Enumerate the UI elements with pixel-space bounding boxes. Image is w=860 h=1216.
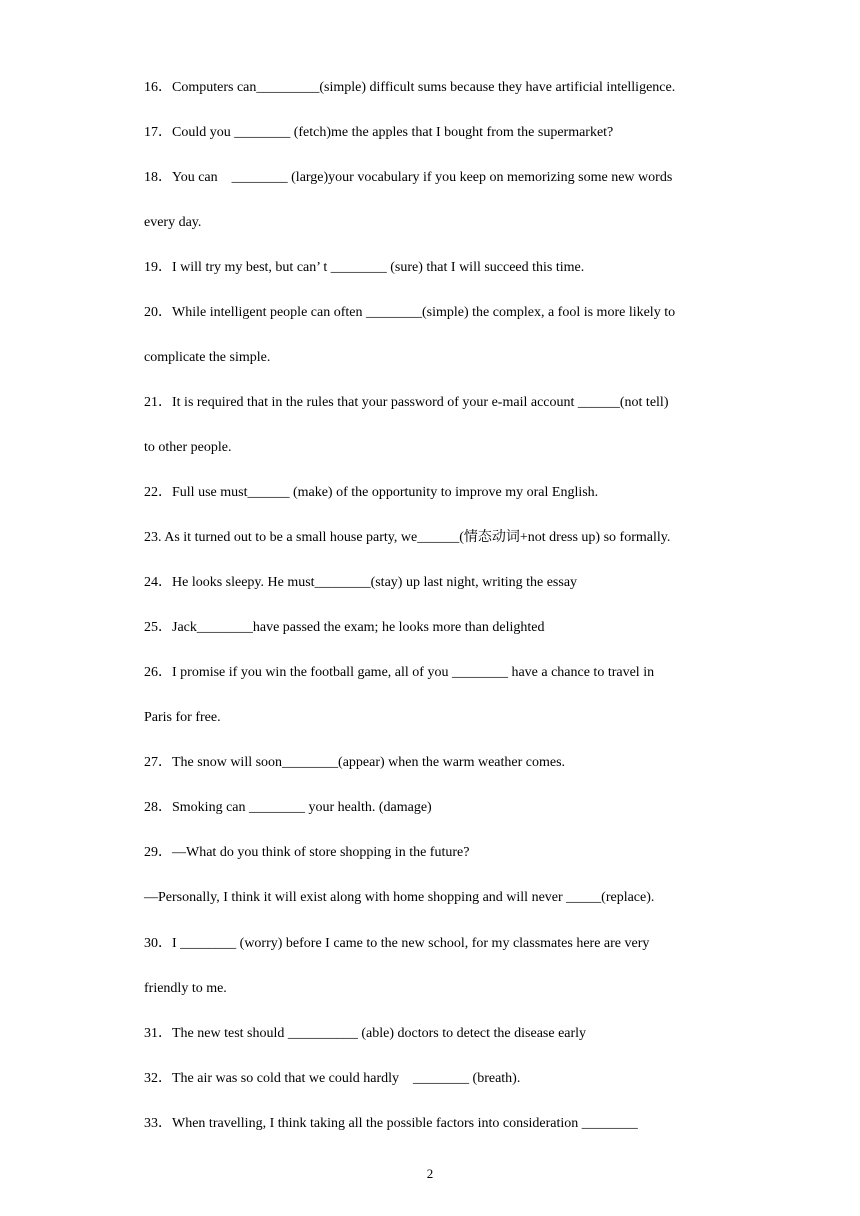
- text-line: friendly to me.: [144, 981, 227, 996]
- text-line: 30．I ________ (worry) before I came to the new school, for my classmates here are very: [144, 936, 650, 951]
- text-line: 23. As it turned out to be a small house party, we______(情态动词+not dress up) so formally.: [144, 530, 671, 545]
- text-line: complicate the simple.: [144, 350, 271, 365]
- text-line: 31．The new test should __________ (able) doctors to detect the disease early: [144, 1026, 587, 1041]
- text-line: 28．Smoking can ________ your health. (damage): [144, 800, 432, 815]
- text-line: 25．Jack________have passed the exam; he looks more than delighted: [144, 620, 545, 635]
- text-line: to other people.: [144, 440, 232, 455]
- text-line: 27．The snow will soon________(appear) when the warm weather comes.: [144, 755, 566, 770]
- text-line: 24．He looks sleepy. He must________(stay) up last night, writing the essay: [144, 575, 578, 590]
- page-number: 2: [426, 1166, 434, 1181]
- text-line: 16．Computers can_________(simple) difficult sums because they have artificial intelligence.: [144, 80, 676, 95]
- text-line: 19．I will try my best, but can’ t ________ (sure) that I will succeed this time.: [144, 260, 585, 275]
- text-line: 18．You can ________ (large)your vocabulary if you keep on memorizing some new words: [144, 170, 673, 185]
- text-line: 29．—What do you think of store shopping in the future?: [144, 845, 470, 860]
- text-line: 33．When travelling, I think taking all the possible factors into consideration ________: [144, 1116, 638, 1131]
- text-line: 21．It is required that in the rules that your password of your e-mail account ______(not tell): [144, 395, 669, 410]
- text-line: —Personally, I think it will exist along with home shopping and will never _____(replace).: [144, 890, 655, 905]
- text-line: every day.: [144, 215, 202, 230]
- text-line: 20．While intelligent people can often ________(simple) the complex, a fool is more likely to: [144, 305, 676, 320]
- text-line: 22．Full use must______ (make) of the opportunity to improve my oral English.: [144, 485, 599, 500]
- text-line: 26．I promise if you win the football game, all of you ________ have a chance to travel in: [144, 665, 655, 680]
- text-line: Paris for free.: [144, 710, 221, 725]
- text-line: 32．The air was so cold that we could hardly ________ (breath).: [144, 1071, 521, 1086]
- text-line: 17．Could you ________ (fetch)me the apples that I bought from the supermarket?: [144, 125, 614, 140]
